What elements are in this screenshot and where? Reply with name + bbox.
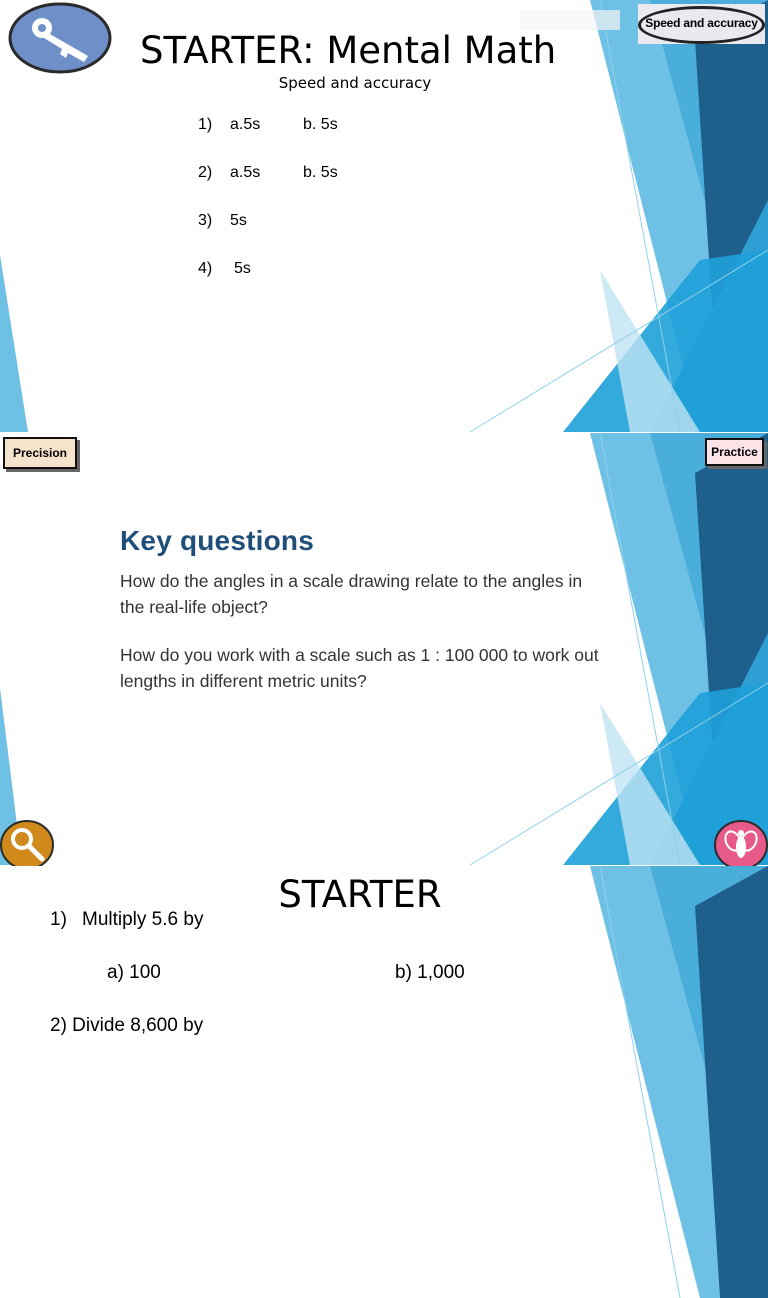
slide-title: STARTER: Mental Math (140, 29, 557, 72)
slide-title: STARTER (278, 873, 442, 916)
precision-label: Precision (3, 437, 77, 469)
speed-accuracy-badge (638, 4, 765, 44)
practice-label: Practice (705, 438, 764, 466)
fly-icon (713, 819, 768, 867)
question-option: b) 1,000 (395, 962, 465, 983)
key-question: How do you work with a scale such as 1 : 100 000 to work out lengths in different metric units? (120, 645, 599, 691)
slide-key-questions (0, 433, 768, 865)
key-question: How do the angles in a scale drawing relate to the angles in the real-life object? (120, 571, 583, 617)
slide-starter (0, 866, 768, 1036)
slide-subtitle: Speed and accuracy (278, 74, 432, 92)
magnifier-icon (0, 819, 55, 867)
slide-starter-mental-math: STARTER: Mental Math Speed and accuracy Speed and accuracy 1) a.5s b. 5s 2) a.5s b. 5s 3) 5s 4) 5s (0, 0, 768, 432)
badge-label: Speed and accuracy (645, 16, 758, 30)
key-icon (8, 2, 112, 74)
question-partial: 2) Divide 8,600 by (50, 1015, 204, 1036)
question-text: Multiply 5.6 by (82, 909, 204, 930)
question-number: 1) (50, 909, 67, 930)
question-option: a) 100 (107, 962, 161, 983)
key-questions-heading: Key questions (120, 525, 314, 556)
